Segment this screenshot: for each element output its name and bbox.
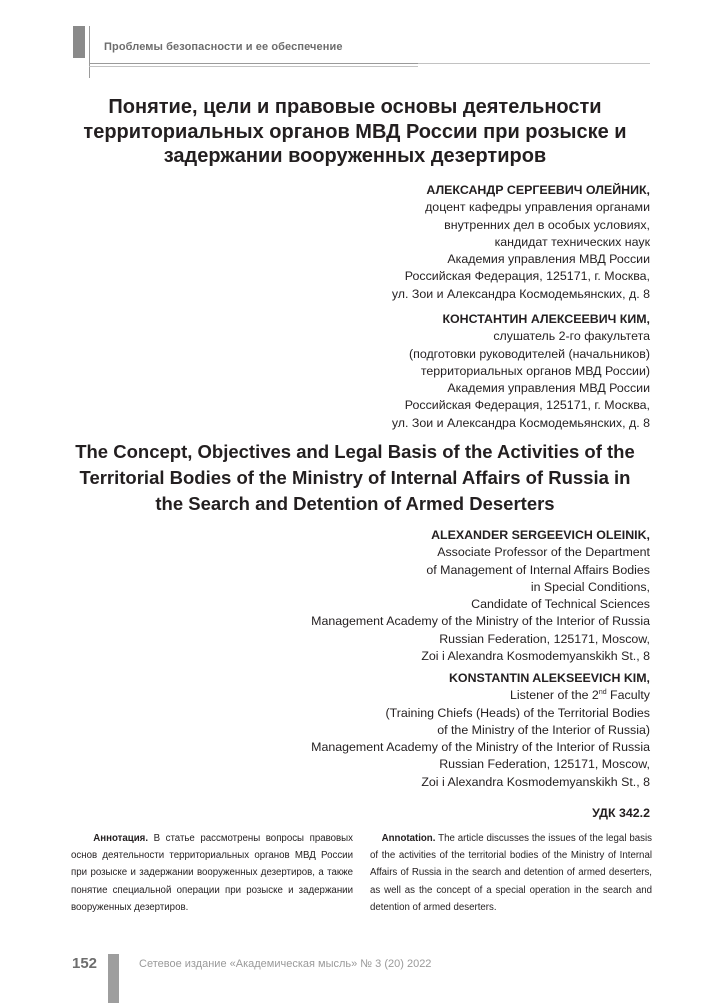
author-block-en-2 (311, 670, 650, 791)
author-affiliation-line: Российская Федерация, 125171, г. Москва, (404, 398, 650, 413)
header-rule-secondary (89, 66, 418, 67)
author-name: ALEXANDER SERGEEVICH OLEINIK, (431, 528, 650, 542)
abstract-label: Аннотация. (93, 833, 149, 844)
title-line: The Concept, Objectives and Legal Basis of the Activities of the (75, 441, 635, 462)
author-affiliation-line: Candidate of Technical Sciences (471, 597, 650, 612)
author-affiliation-line: Академия управления МВД России (447, 252, 650, 267)
journal-name: Сетевое издание «Академическая мысль» № 3 (20) 2022 (139, 958, 432, 970)
listener-prefix: Listener of the 2 (509, 688, 599, 703)
author-affiliation-line: кандидат технических наук (494, 234, 650, 249)
author-affiliation-line: слушатель 2-го факультета (493, 329, 650, 344)
author-affiliation-line: Russian Federation, 125171, Moscow, (439, 631, 650, 646)
ordinal-suffix: nd (598, 689, 607, 697)
page-number: 152 (72, 955, 98, 972)
udk-code: УДК 342.2 (592, 806, 650, 820)
abstract-label: Annotation. (381, 833, 436, 844)
author-affiliation-line: ул. Зои и Александра Космодемьянских, д. 8 (391, 286, 650, 301)
author-affiliation-line: of the Ministry of the Interior of Russia) (437, 722, 650, 737)
abstract-en (370, 830, 652, 916)
author-name: КОНСТАНТИН АЛЕКСЕЕВИЧ КИМ, (442, 312, 650, 326)
author-name: KONSTANTIN ALEKSEEVICH KIM, (448, 671, 650, 685)
abstract-text: В статье рассмотрены вопросы правовых основ деятельности территориальных органов МВД России при розыске и задержании вооруженных дезертиров, а также понятие специальной операции при розыске и задержании вооруженных дезертиров. (71, 833, 353, 913)
listener-suffix: Faculty (606, 688, 650, 703)
header-vertical-rule (89, 26, 90, 78)
author-affiliation-line: Associate Professor of the Department (437, 545, 650, 560)
author-block-ru-1 (392, 182, 650, 303)
author-affiliation-line: in Special Conditions, (530, 579, 650, 594)
header-accent-bar (73, 26, 85, 58)
author-affiliation-line: территориальных органов МВД России) (420, 363, 650, 378)
title-line: территориальных органов МВД России при розыске и (83, 120, 627, 143)
author-affiliation-line: доцент кафедры управления органами (425, 200, 650, 215)
author-listener-line (311, 687, 650, 704)
abstract-text: The article discusses the issues of the legal basis of the activities of the territorial bodies of the Ministry of Internal Affairs of Russia in the search and detention of armed deserters, as well as the concept of a special operation in the search and detention of armed deserters. (370, 833, 652, 913)
author-affiliation-line: внутренних дел в особых условиях, (444, 217, 650, 232)
author-affiliation-line: (подготовки руководителей (начальников) (409, 346, 650, 361)
footer-accent-bar (108, 954, 119, 1003)
header-rule-right (418, 63, 650, 64)
author-name: АЛЕКСАНДР СЕРГЕЕВИЧ ОЛЕЙНИК, (426, 183, 650, 197)
author-affiliation-line: Российская Федерация, 125171, г. Москва, (404, 269, 650, 284)
author-affiliation-line: Академия управления МВД России (447, 381, 650, 396)
author-affiliation-line: Russian Federation, 125171, Moscow, (439, 757, 650, 772)
header-rule (89, 63, 418, 64)
article-title-en (60, 439, 650, 517)
author-affiliation-line: Management Academy of the Ministry of the Interior of Russia (311, 740, 650, 755)
author-affiliation-line: Zoi i Alexandra Kosmodemyanskikh St., 8 (421, 774, 650, 789)
running-head: Проблемы безопасности и ее обеспечение (104, 41, 343, 53)
author-affiliation-line: (Training Chiefs (Heads) of the Territorial Bodies (385, 705, 650, 720)
author-affiliation-line: ул. Зои и Александра Космодемьянских, д. 8 (391, 415, 650, 430)
author-affiliation-line: Management Academy of the Ministry of the Interior of Russia (311, 614, 650, 629)
title-line: Понятие, цели и правовые основы деятельности (108, 96, 602, 118)
author-affiliation-line: of Management of Internal Affairs Bodies (426, 562, 650, 577)
title-line: the Search and Detention of Armed Deserters (155, 493, 555, 514)
title-line: задержании вооруженных дезертиров (163, 145, 547, 167)
title-line: Territorial Bodies of the Ministry of Internal Affairs of Russia in (79, 467, 631, 488)
abstract-ru (71, 830, 353, 916)
author-affiliation-line: Zoi i Alexandra Kosmodemyanskikh St., 8 (421, 649, 650, 664)
author-block-ru-2 (392, 311, 650, 432)
author-block-en-1 (311, 527, 650, 665)
article-title-ru (60, 95, 650, 169)
